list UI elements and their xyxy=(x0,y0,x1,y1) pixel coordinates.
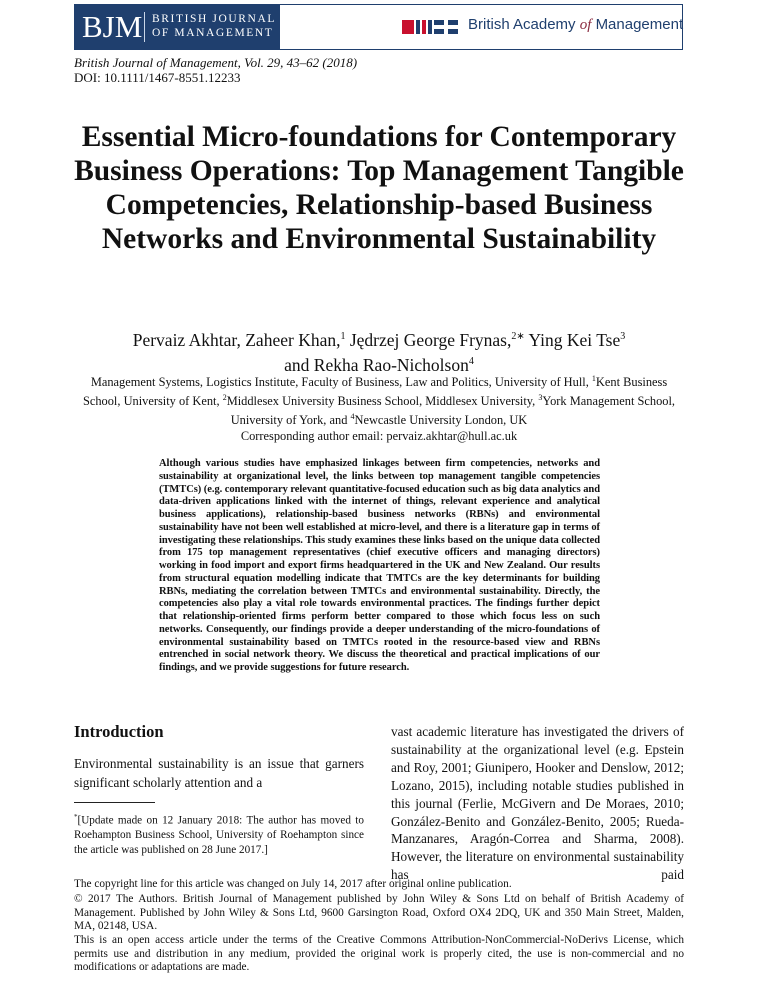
affiliation-mark-1: 1 xyxy=(591,374,596,383)
journal-citation: British Journal of Management, Vol. 29, 43–62 (2018) xyxy=(74,55,358,70)
affiliation-mark-2: 2 xyxy=(222,393,227,403)
logo-divider xyxy=(144,12,145,42)
corresponding-email[interactable]: Corresponding author email: pervaiz.akhtar@hull.ac.uk xyxy=(240,429,518,444)
author-1-mark: 1 xyxy=(340,331,346,342)
bam-flag-icon xyxy=(402,20,458,34)
copyright-change-note: The copyright line for this article was changed on July 14, 2017 after original online publication. xyxy=(74,878,512,890)
bam-name-of: of xyxy=(579,17,592,33)
bjm-name-line1: BRITISH JOURNAL xyxy=(152,13,276,25)
copyright-notice: © 2017 The Authors. British Journal of Management published by John Wiley & Sons Ltd on behalf of British Academy of Management. Published by John Wiley & Sons Ltd, 9600 Garsington Road, Oxford OX4 2DQ, UK and 350 Main Street, Malden, MA, 02148, USA. xyxy=(74,893,684,932)
footnote-rule xyxy=(74,802,155,803)
author-4: and Rekha Rao-Nicholson xyxy=(284,354,469,375)
bjm-logo xyxy=(74,4,280,50)
journal-banner xyxy=(74,4,684,50)
footnote-mark: * xyxy=(74,813,78,821)
bam-name-start: British Academy xyxy=(468,16,576,33)
author-1: Pervaiz Akhtar, Zaheer Khan, xyxy=(132,329,341,350)
affiliation-2: Kent Business School, University of Kent, xyxy=(82,375,668,409)
bam-name xyxy=(468,16,683,34)
bjm-abbrev: BJM xyxy=(82,9,143,44)
bjm-name-line2: OF MANAGEMENT xyxy=(152,27,274,39)
bam-name-end: Management xyxy=(595,16,684,33)
affiliations xyxy=(74,371,684,444)
affiliation-3: Middlesex University Business School, Middlesex University, xyxy=(226,394,536,409)
license-notice: This is an open access article under the terms of the Creative Commons Attribution-NonCommercial-NoDerivs License, which permits use and distribution in any medium, provided the original work is properly cited, the use is non-commercial and no modifications or adaptations are made. xyxy=(74,934,684,973)
body-left-column: Environmental sustainability is an issue that garners significant scholarly attention and a xyxy=(74,756,364,790)
author-4-mark: 4 xyxy=(468,355,474,367)
article-title: Essential Micro-foundations for Contemporary Business Operations: Top Management Tangible Competencies, Relationship-based Business Networks and Environmental Sustainability xyxy=(74,121,684,255)
bjm-journal-name xyxy=(152,12,276,40)
author-3: Ying Kei Tse xyxy=(524,329,621,350)
affiliation-mark-3: 3 xyxy=(538,393,543,403)
author-3-mark: 3 xyxy=(620,331,626,342)
affiliation-5: Newcastle University London, UK xyxy=(354,413,528,428)
body-right-column: vast academic literature has investigated the drivers of sustainability at the organizational level (e.g. Epstein and Roy, 2001; Giunipero, Hooker and Denslow, 2012; Lozano, 2015), including notable studies published in this journal (Ferlie, McGivern and De Moraes, 2010; González-Benito and González-Benito, 2005; Rueda-Manzanares, Aragón-Correa and Sharma, 2008). However, the literature on environmental sustainability has paid xyxy=(391,724,684,883)
section-heading-introduction: Introduction xyxy=(74,722,164,741)
affiliation-1: Management Systems, Logistics Institute, Faculty of Business, Law and Politics, University of Hull, xyxy=(90,375,589,390)
bam-logo xyxy=(280,4,683,50)
affiliation-mark-4: 4 xyxy=(350,412,355,422)
abstract: Although various studies have emphasized linkages between firm competencies, networks and sustainability at organizational level, the links between top management tangible competencies (TMTCs) (e.g. contemporary relevant quantitative-focused education such as big data analytics and data-driven applications linked with the internet of things, relevant experience and analytical business applications), relationship-based business networks (RBNs) and environmental sustainability have not been well established at micro-level, and there is a literature gap in terms of investigating these relationships. This study examines these links based on the unique data collected from 175 top management representatives (chief executive officers and managing directors) working in food import and export firms headquartered in the UK and New Zealand. Our results from structural equation modelling indicate that TMTCs are the key determinants for building RBNs, mediating the correlation between TMTCs and environmental sustainability. Directly, the competencies also play a vital role towards environmental practices. The findings further depict that relationship-oriented firms perform better compared to those which focus less on such networks. Consequently, our findings provide a deeper understanding of the micro-foundations of environmental sustainability based on TMTCs rooted in the resource-based view and RBNs entrenched in social network theory. We discuss the theoretical and practical implications of our findings, and we provide suggestions for future research. xyxy=(159,458,600,673)
doi: DOI: 10.1111/1467-8551.12233 xyxy=(74,70,241,85)
affiliation-4: York Management School, University of York, and xyxy=(230,394,676,428)
author-2: Jędrzej George Frynas, xyxy=(345,329,512,350)
author-list xyxy=(74,326,684,376)
footnote xyxy=(74,810,364,857)
footnote-text: [Update made on 12 January 2018: The author has moved to Roehampton Business School, University of Roehampton since the article was published on 28 June 2017.] xyxy=(74,814,364,856)
author-2-mark: 2∗ xyxy=(511,331,525,342)
